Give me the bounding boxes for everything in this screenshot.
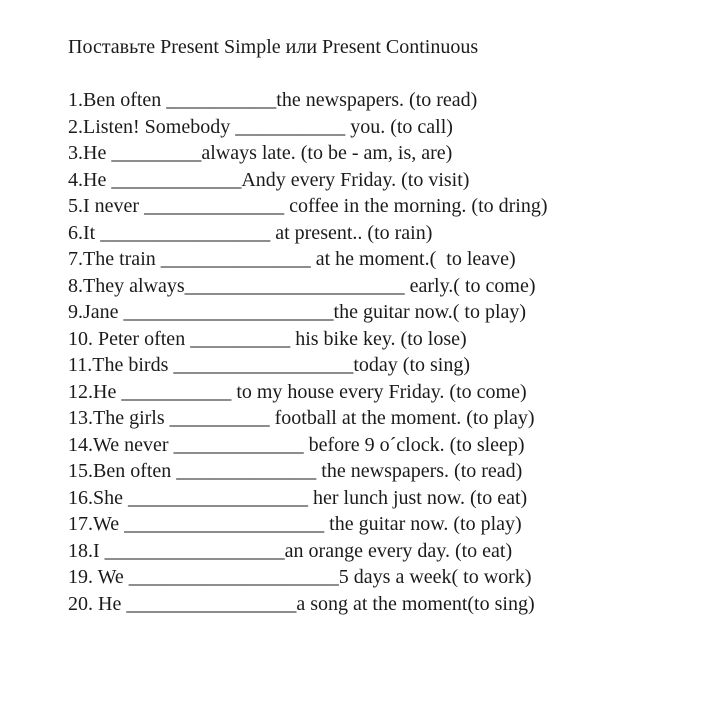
exercise-item-5: 5.I never ______________ coffee in the morning. (to dring) — [68, 195, 548, 217]
exercise-item-18: 18.I __________________an orange every day. (to eat) — [68, 539, 513, 562]
exercise-item-14: 14.We never _____________ before 9 o´clock. (to sleep) — [68, 433, 525, 456]
exercise-item-19: 19. We _____________________5 days a week( to work) — [68, 566, 532, 588]
exercise-item-17: 17.We ____________________ the guitar now. (to play) — [68, 513, 522, 535]
exercise-item-20: 20. He _________________a song at the moment(to sing) — [68, 592, 535, 615]
exercise-item-16: 16.She __________________ her lunch just now. (to eat) — [68, 486, 528, 509]
exercise-item-11: 11.The birds __________________today (to sing) — [68, 354, 471, 376]
exercise-item-9: 9.Jane _____________________the guitar now.( to play) — [68, 301, 527, 323]
exercise-item-12: 12.He ___________ to my house every Friday. (to come) — [68, 380, 527, 403]
worksheet-title: Поставьте Present Simple или Present Continuous — [68, 36, 479, 58]
exercise-item-7: 7.The train _______________ at he moment.( to leave) — [68, 248, 516, 270]
exercise-item-6: 6.It _________________ at present.. (to rain) — [68, 221, 433, 244]
exercise-item-2: 2.Listen! Somebody ___________ you. (to call) — [68, 115, 453, 138]
exercise-item-1: 1.Ben often ___________the newspapers. (to read) — [68, 89, 478, 111]
exercise-item-13: 13.The girls __________ football at the moment. (to play) — [68, 407, 535, 429]
exercise-item-15: 15.Ben often ______________ the newspapers. (to read) — [68, 460, 523, 482]
exercise-item-3: 3.He _________always late. (to be - am, is, are) — [68, 142, 453, 164]
exercise-list — [68, 89, 548, 619]
exercise-item-4: 4.He _____________Andy every Friday. (to visit) — [68, 168, 470, 191]
exercise-item-8: 8.They always______________________ early.( to come) — [68, 274, 536, 297]
exercise-item-10: 10. Peter often __________ his bike key. (to lose) — [68, 327, 467, 350]
